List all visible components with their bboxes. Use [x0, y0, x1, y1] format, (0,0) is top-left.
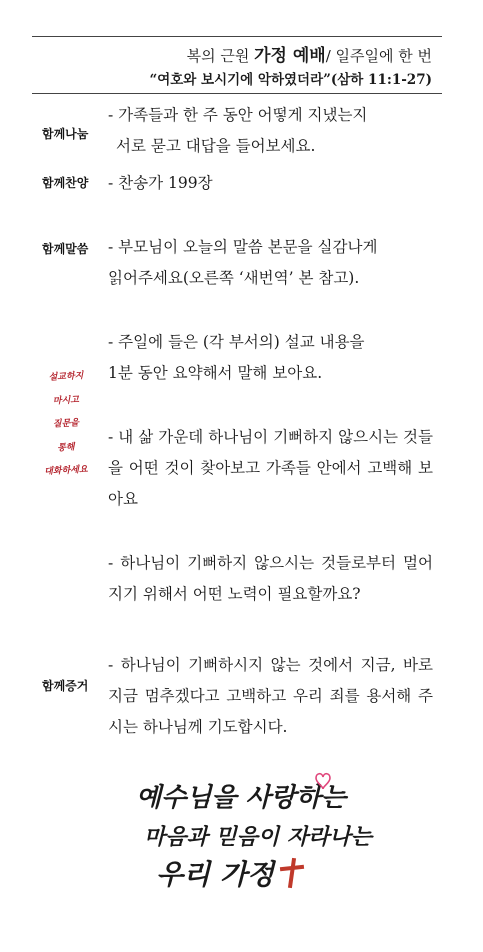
header-title-line: [187, 41, 432, 66]
cross-icon: [280, 858, 304, 888]
handnote-line: 질문을: [52, 418, 80, 430]
header-title-strong: 가정 예배: [254, 46, 326, 66]
handnote-line: 마시고: [52, 394, 80, 407]
content-sermon-summary: [108, 327, 433, 389]
content-line: 1분 동안 요약해서 말해 보아요.: [108, 364, 323, 382]
handnote-line: 대화하세요: [43, 464, 88, 478]
header-prefix: 복의 근원: [186, 47, 255, 65]
worship-header: [32, 36, 442, 94]
content-witness: - 하나님이 기뻐하시지 않는 것에서 지금, 바로 지금 멈추겠다고 고백하고 우리 죄를 용서해 주시는 하나님께 기도합시다.: [108, 656, 433, 736]
handnote-line: 설교하지: [48, 371, 84, 383]
content-sharing: [108, 100, 433, 162]
calligraphy-line-2: 마음과 믿음이 자라나는: [144, 825, 372, 850]
content-praise: [108, 168, 433, 199]
label-word: 함께말씀: [42, 242, 89, 256]
label-witness: 함께증거: [42, 679, 89, 693]
content-word: [108, 232, 433, 294]
family-calligraphy-logo: [130, 770, 380, 898]
label-sharing: 함께나눔: [42, 127, 89, 141]
content-line: - 찬송가 199장: [108, 174, 213, 192]
header-scripture: “여호와 보시기에 악하였더라”(삼하 11:1-27): [149, 72, 432, 88]
label-praise: 함께찬양: [42, 176, 89, 190]
content-line: 서로 묻고 대답을 들어보세요.: [116, 137, 316, 155]
calligraphy-line-1: 예수님을 사랑하는: [136, 783, 346, 813]
content-effort-question: - 하나님이 기뻐하지 않으시는 것들로부터 멀어지기 위해서 어떤 노력이 필요할까요?: [108, 554, 433, 603]
handnote-line: 통해: [57, 442, 75, 453]
header-suffix: / 일주일에 한 번: [325, 47, 432, 65]
calligraphy-line-3: 우리 가정: [156, 858, 274, 891]
content-line: - 부모님이 오늘의 말씀 본문을 실감나게: [108, 238, 378, 256]
content-confession-question: - 내 삶 가운데 하나님이 기뻐하지 않으시는 것들을 어떤 것이 찾아보고 가족들 안에서 고백해 보아요: [108, 428, 433, 508]
content-line: - 가족들과 한 주 동안 어떻게 지냈는지: [108, 106, 368, 124]
handwritten-note: [34, 366, 98, 484]
content-line: - 주일에 들은 (각 부서의) 설교 내용을: [108, 333, 365, 351]
content-line: 읽어주세요(오른쪽 ‘새번역’ 본 참고).: [108, 269, 360, 287]
